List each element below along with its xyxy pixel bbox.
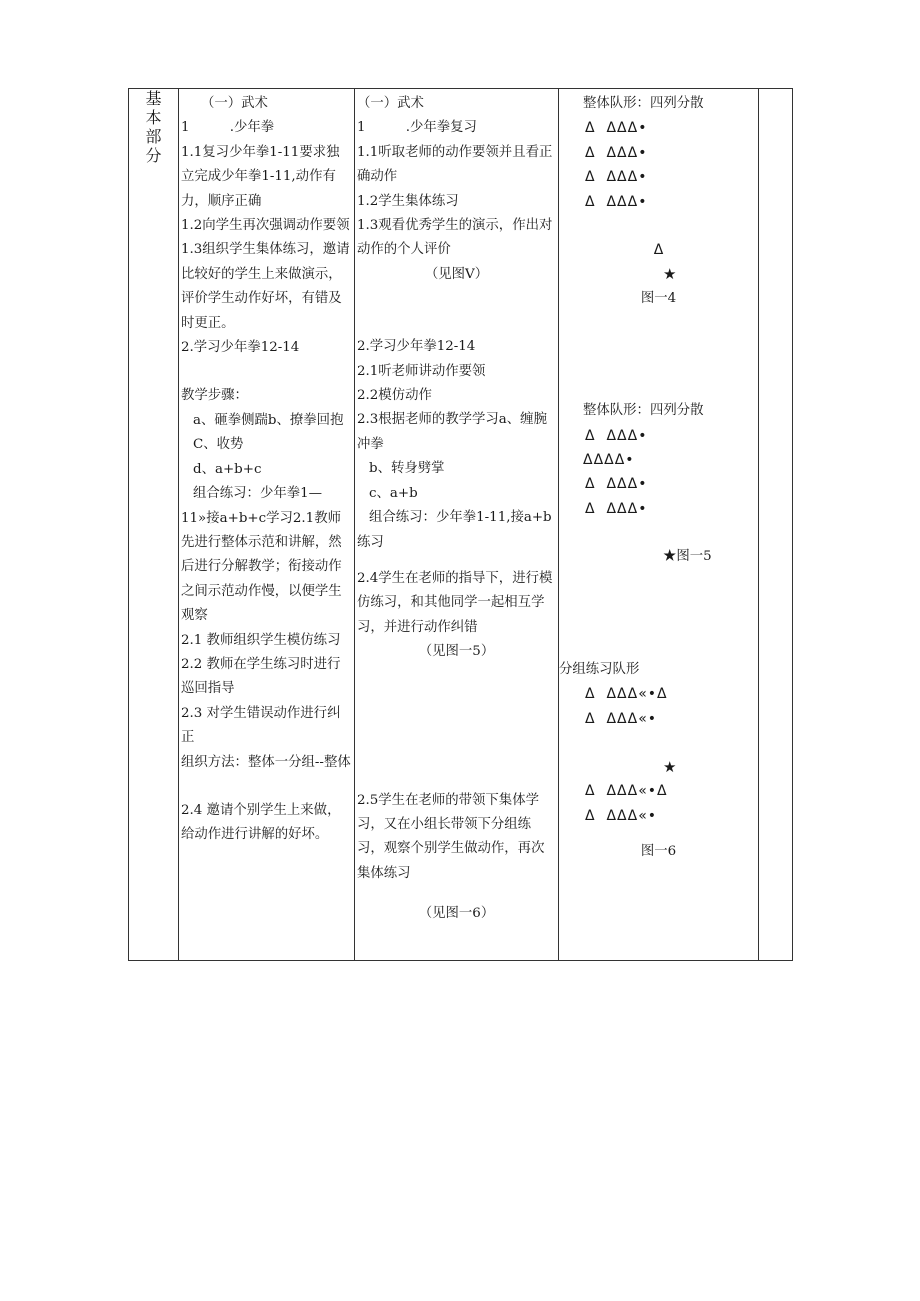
teacher-line: 1 .少年拳 — [181, 120, 275, 136]
formation-figure-5 — [559, 399, 758, 569]
student-line: 1.1听取老师的动作要领并且看正确动作 — [357, 144, 553, 185]
student-line: 2.1听老师讲动作要领 — [357, 363, 486, 379]
student-figure-ref: （见图V） — [424, 266, 489, 282]
teacher-line: 教学步骤： — [181, 388, 248, 404]
teacher-line: 组织方法：整体一分组--整体 — [181, 754, 351, 770]
formation-title: 整体队形：四列分散 — [583, 96, 704, 111]
teacher-line: 组合练习：少年拳1—11»接a+b+c学习2.1教师先进行整体示范和讲解，然后进行分解教学；衔接动作之间示范动作慢，以便学生观察 — [181, 486, 342, 624]
student-line: 2.3根据老师的教学学习a、缠腕冲拳 — [357, 412, 547, 452]
student-line: 组合练习：少年拳1-11,接a+b练习 — [357, 510, 552, 550]
teacher-line: 1.2向学生再次强调动作要领 — [181, 218, 350, 234]
star-icon: ★ — [663, 757, 677, 776]
formation-figure-6 — [559, 658, 758, 865]
formation-title: 分组练习队形 — [559, 661, 640, 677]
formation-row: Δ ΔΔΔ«• — [585, 807, 658, 824]
student-line: b、转身劈掌 — [369, 461, 445, 477]
table-row — [129, 89, 793, 961]
section-cell — [129, 89, 179, 961]
student-line: 1.3观看优秀学生的演示，作出对动作的个人评价 — [357, 218, 553, 258]
student-line: 2.学习少年拳12-14 — [357, 339, 476, 355]
teacher-line: 2.4 邀请个别学生上来做，给动作进行讲解的好坏。 — [181, 802, 341, 843]
student-figure-ref: （见图一5） — [418, 644, 495, 660]
teacher-heading: （一）武术 — [201, 96, 268, 111]
student-activity-cell — [355, 89, 559, 961]
formation-cell — [559, 89, 759, 961]
formation-row: Δ ΔΔΔ«•Δ — [585, 686, 668, 703]
student-line: 1.2学生集体练习 — [357, 193, 459, 209]
formation-row: ΔΔΔΔ• — [583, 452, 635, 469]
student-line: 2.4学生在老师的指导下，进行模仿练习，和其他同学一起相互学习，并进行动作纠错 — [357, 570, 553, 635]
teacher-activity-cell — [179, 89, 355, 961]
formation-row: Δ ΔΔΔ• — [585, 169, 648, 186]
star-icon: ★ — [663, 265, 677, 284]
teacher-line: a、砸拳侧踹b、撩拳回抱 — [193, 412, 344, 428]
section-label: 基本部分 — [145, 89, 162, 165]
formation-row: Δ ΔΔΔ• — [585, 193, 648, 210]
formation-row: Δ ΔΔΔ• — [585, 427, 648, 444]
formation-row: Δ ΔΔΔ• — [585, 144, 648, 161]
student-figure-ref: （见图一6） — [418, 906, 495, 922]
teacher-line: 2.1 教师组织学生模仿练习 — [181, 632, 341, 648]
teacher-line: 2.2 教师在学生练习时进行巡回指导 — [181, 656, 341, 697]
student-heading: （一）武术 — [357, 96, 424, 111]
teacher-line: 2.3 对学生错误动作进行纠正 — [181, 705, 341, 746]
teacher-line: 1.3组织学生集体练习，邀请比较好的学生上来做演示，评价学生动作好坏，有错及时更正。 — [181, 242, 350, 331]
figure-caption: ★图一5 — [663, 549, 712, 565]
formation-row: Δ ΔΔΔ• — [585, 120, 648, 137]
student-line: 2.2模仿动作 — [357, 388, 432, 404]
teacher-line: 2.学习少年拳12-14 — [181, 340, 300, 356]
formation-teacher-mark: Δ — [653, 242, 664, 259]
formation-figure-4 — [559, 92, 758, 311]
teacher-line: C、收势 — [193, 437, 244, 453]
teacher-line: 1.1复习少年拳1-11要求独立完成少年拳1-11,动作有力，顺序正确 — [181, 144, 340, 209]
student-line: c、a+b — [369, 485, 418, 501]
formation-title: 整体队形：四列分散 — [583, 403, 704, 419]
student-line: 2.5学生在老师的带领下集体学习，又在小组长带领下分组练习，观察个别学生做动作，再次集体练习 — [357, 792, 545, 881]
notes-cell — [759, 89, 793, 961]
teacher-line: d、a+b+c — [193, 461, 262, 477]
formation-row: Δ ΔΔΔ«•Δ — [585, 783, 668, 800]
figure-caption: 图一6 — [640, 844, 677, 860]
student-line: 1 .少年拳复习 — [357, 120, 477, 136]
formation-row: Δ ΔΔΔ• — [585, 476, 648, 493]
formation-row: Δ ΔΔΔ• — [585, 500, 648, 517]
figure-caption: 图一4 — [640, 290, 677, 306]
lesson-plan-table — [128, 88, 793, 961]
formation-row: Δ ΔΔΔ«• — [585, 710, 658, 727]
